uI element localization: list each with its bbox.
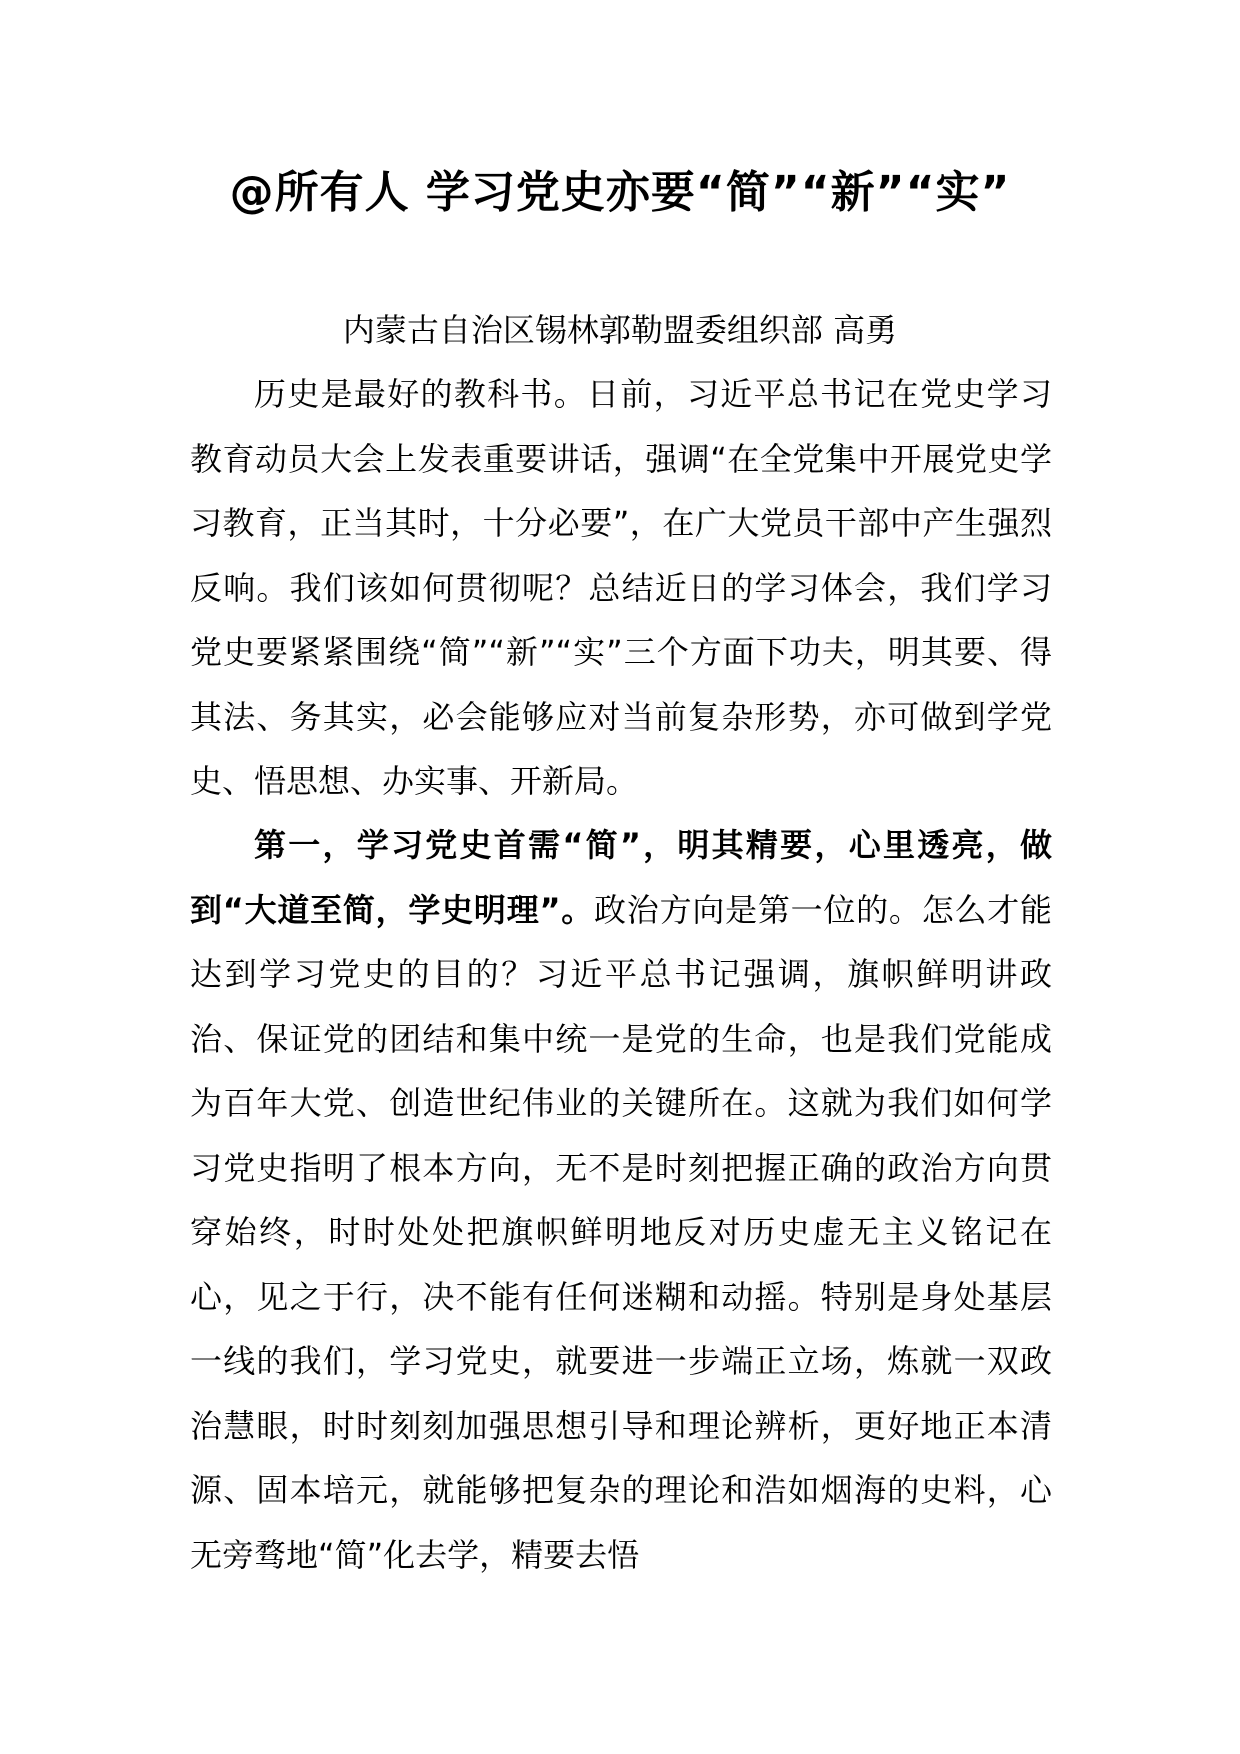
- body-paragraph-2: [190, 813, 1052, 1587]
- body-paragraph-1: [190, 362, 1052, 814]
- paragraph-2-bold-lead: 第一，学习党史首需“简”，明其精要，心里透亮，做到“大道至简，学史明理”。: [190, 826, 1052, 929]
- article-title: @所有人 学习党史亦要“简”“新”“实”: [229, 167, 1011, 218]
- paragraph-2-text: 政治方向是第一位的。怎么才能达到学习党史的目的？习近平总书记强调，旗帜鲜明讲政治、保证党的团结和集中统一是党的生命，也是我们党能成为百年大党、创造世纪伟业的关键所在。这就为我们如何学习党史指明了根本方向，无不是时刻把握正确的政治方向贯穿始终，时时处处把旗帜鲜明地反对历史虚无主义铭记在心，见之于行，决不能有任何迷糊和动摇。特别是身处基层一线的我们，学习党史，就要进一步端正立场，炼就一双政治慧眼，时时刻刻加强思想引导和理论辨析，更好地正本清源、固本培元，就能够把复杂的理论和浩如烟海的史料，心无旁骛地“简”化去学，精要去悟: [190, 890, 1052, 1574]
- paragraph-1-text: 历史是最好的教科书。日前，习近平总书记在党史学习教育动员大会上发表重要讲话，强调“在全党集中开展党史学习教育，正当其时，十分必要”，在广大党员干部中产生强烈反响。我们该如何贯彻呢？总结近日的学习体会，我们学习党史要紧紧围绕“简”“新”“实”三个方面下功夫，明其要、得其法、务其实，必会能够应对当前复杂形势，亦可做到学党史、悟思想、办实事、开新局。: [190, 375, 1052, 800]
- article-author: 内蒙古自治区锡林郭勒盟委组织部 高勇: [342, 311, 898, 349]
